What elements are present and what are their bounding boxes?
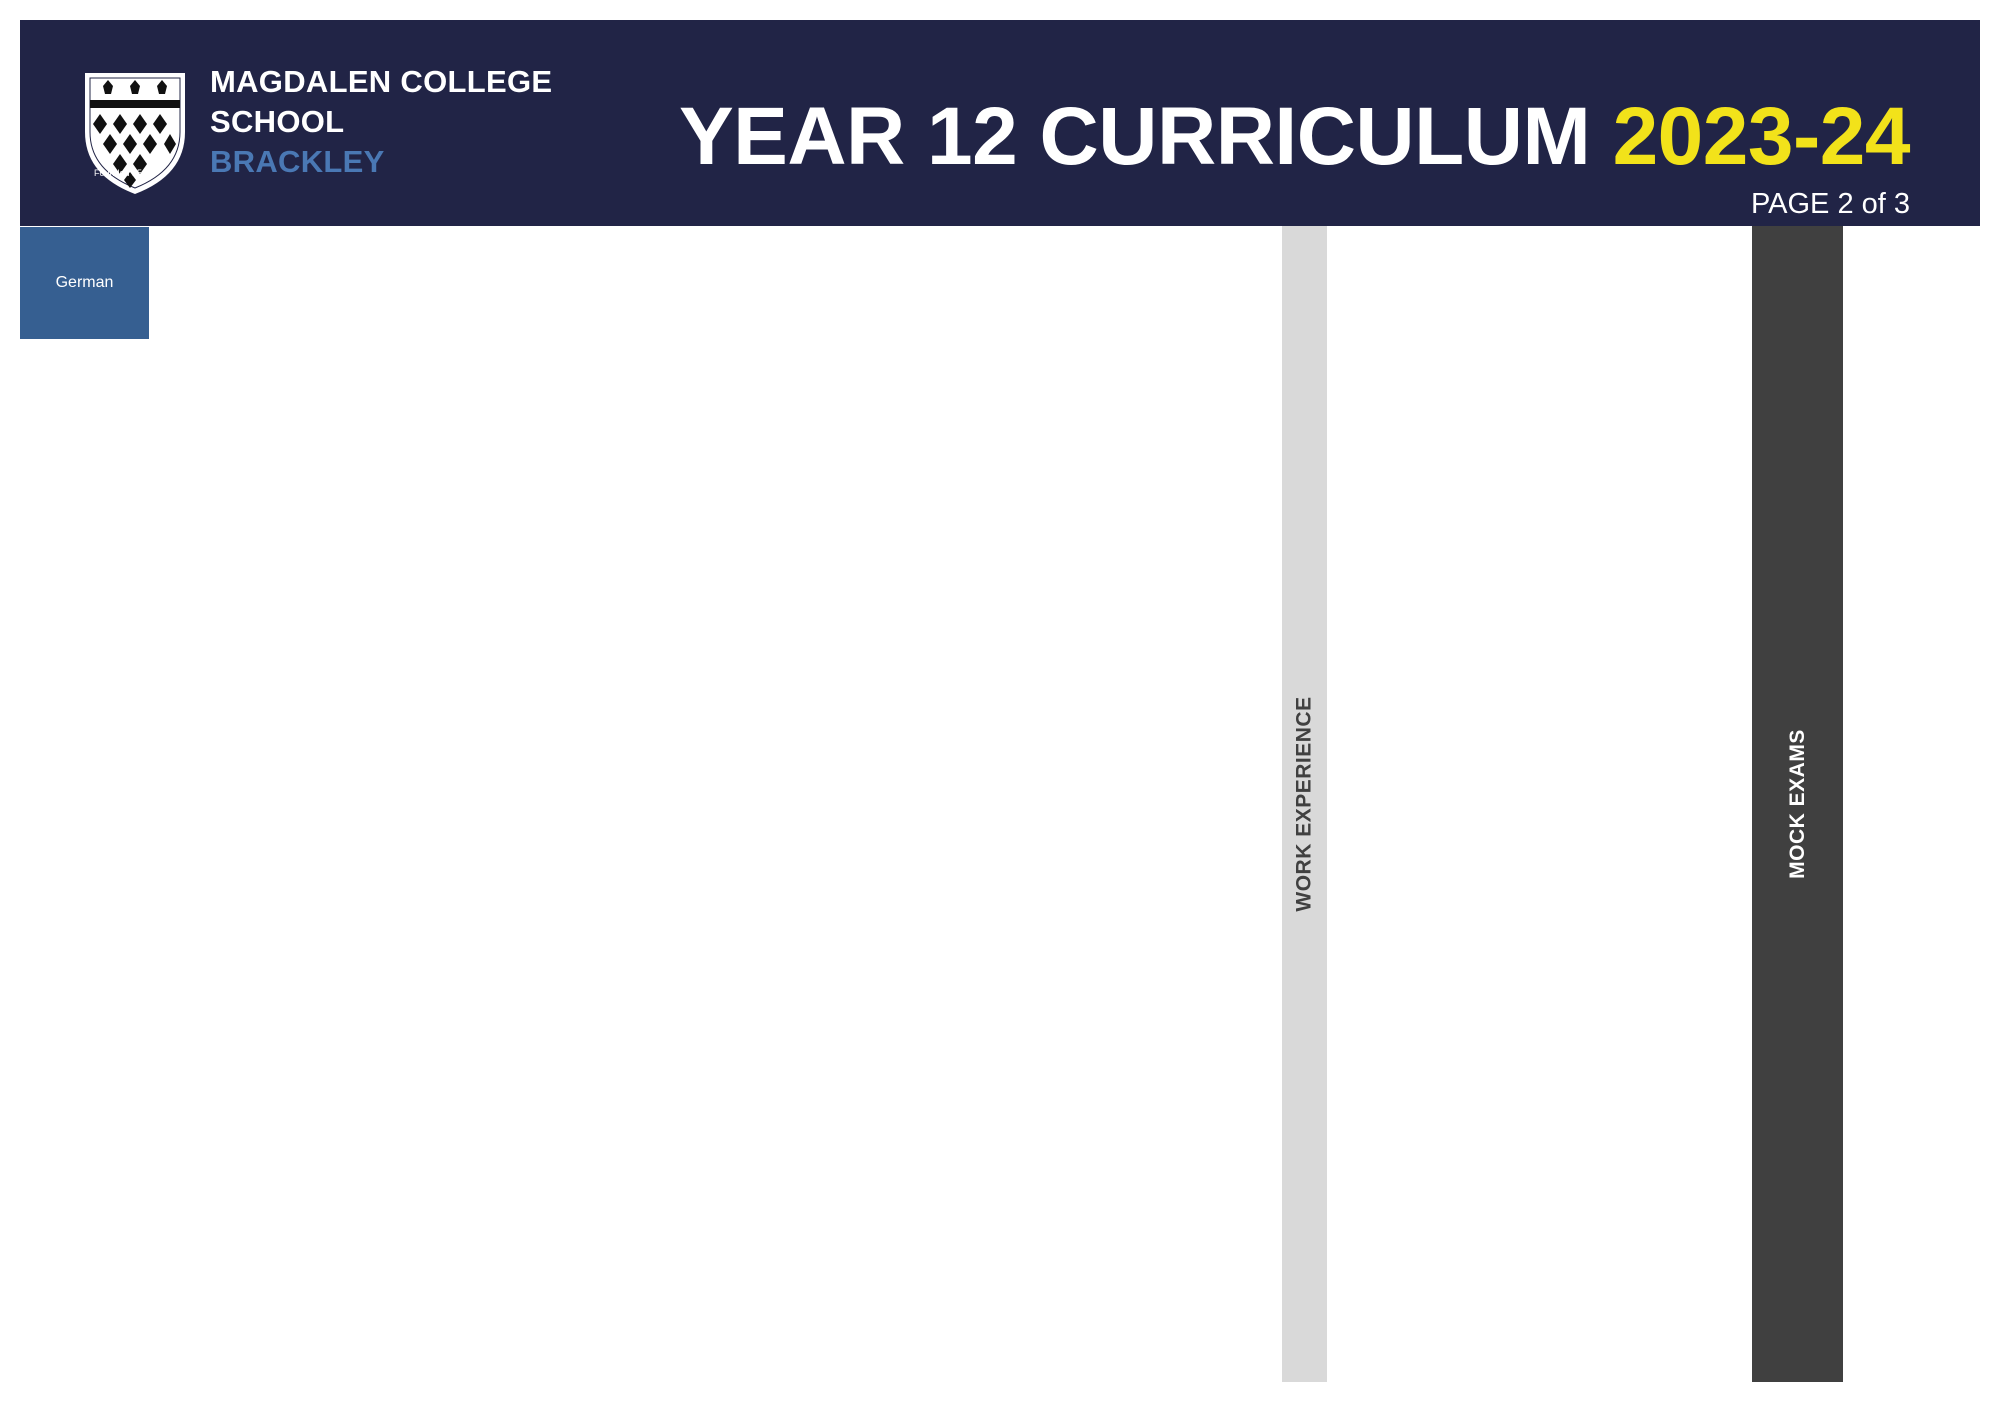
school-name-line2: SCHOOL bbox=[210, 104, 345, 139]
work-experience-band bbox=[1282, 226, 1327, 1382]
page-title-year: 2023-24 bbox=[1612, 91, 1910, 182]
school-name-line3: BRACKLEY bbox=[210, 144, 385, 179]
mock-exams-band bbox=[1752, 226, 1843, 1382]
subject-label-german: German bbox=[20, 227, 149, 339]
page-title bbox=[679, 90, 1910, 184]
page-number: PAGE 2 of 3 bbox=[1750, 188, 1910, 220]
work-experience-label: WORK EXPERIENCE bbox=[1292, 696, 1316, 912]
crest-icon bbox=[82, 70, 188, 198]
page-title-main: YEAR 12 CURRICULUM bbox=[678, 91, 1591, 182]
founded-text: Founded 1548 bbox=[94, 168, 153, 178]
school-name-line1: MAGDALEN COLLEGE bbox=[210, 64, 553, 99]
header-bar bbox=[20, 20, 1980, 226]
mock-exams-label: MOCK EXAMS bbox=[1785, 729, 1809, 879]
